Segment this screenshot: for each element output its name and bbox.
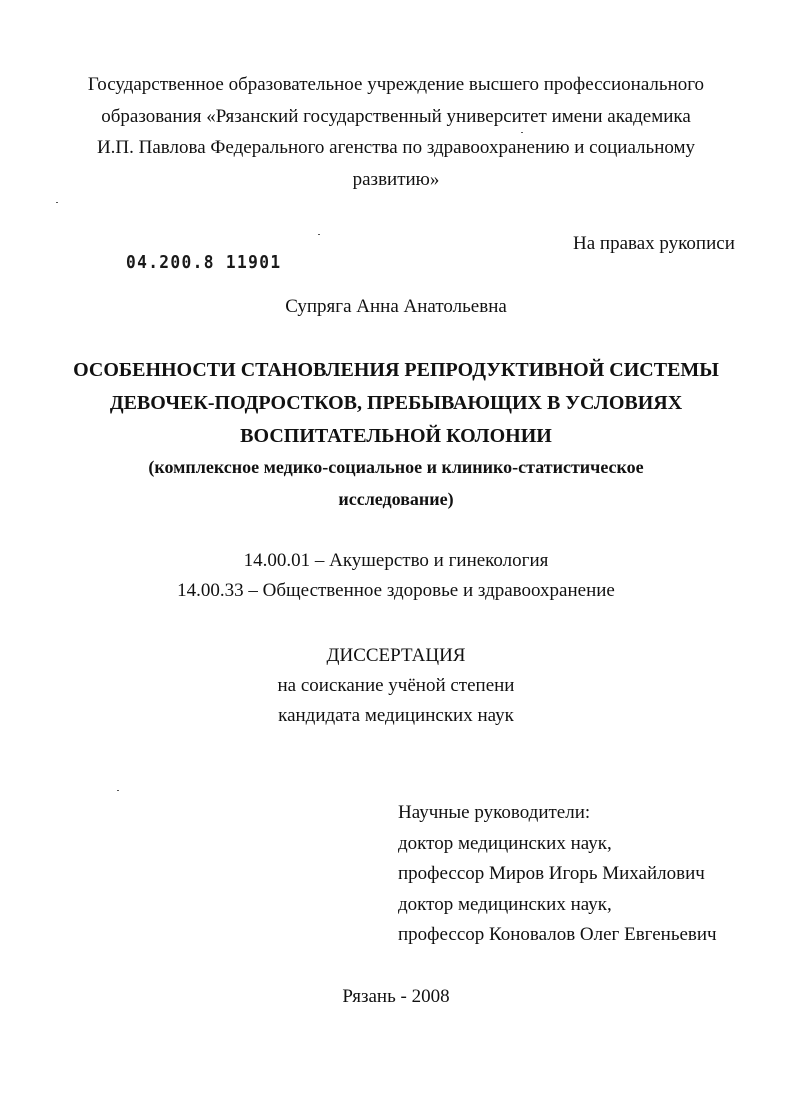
subtitle-line: (комплексное медико-социальное и клинико-статистическое [148,457,644,477]
title-line: ВОСПИТАТЕЛЬНОЙ КОЛОНИИ [240,425,552,447]
advisor-line: доктор медицинских наук, [398,832,612,854]
scan-speck [117,790,119,791]
institution-line: И.П. Павлова Федерального агенства по здравоохранению и социальному [96,137,696,158]
title-line: ОСОБЕННОСТИ СТАНОВЛЕНИЯ РЕПРОДУКТИВНОЙ СИСТЕМЫ [73,359,719,381]
scan-speck [318,234,320,235]
scan-speck [521,132,523,133]
title-line: ДЕВОЧЕК-ПОДРОСТКОВ, ПРЕБЫВАЮЩИХ В УСЛОВИЯХ [109,392,683,414]
degree-line: кандидата медицинских наук [278,705,514,726]
institution-line: образования «Рязанский государственный университет имени академика [101,105,691,127]
institution-line: развитию» [352,168,440,190]
institution-header [0,69,792,195]
manuscript-rights-note: На правах рукописи [573,233,735,254]
registration-stamp: 04.200.8 11901 [126,252,282,273]
dissertation-title [0,354,792,453]
scientific-advisors [398,798,717,951]
scan-speck [56,202,58,203]
subtitle-line: исследование) [338,488,454,509]
degree-statement [0,641,792,731]
advisor-line: профессор Коновалов Олег Евгеньевич [398,924,717,945]
author-name: Супряга Анна Анатольевна [285,296,507,317]
institution-line: Государственное образовательное учреждение высшего профессионального [87,74,705,95]
degree-line: на соискание учёной степени [277,675,515,696]
advisor-line: доктор медицинских наук, [398,893,612,915]
dissertation-heading: ДИССЕРТАЦИЯ [326,645,466,666]
advisor-line: профессор Миров Игорь Михайлович [398,863,705,884]
specialty-line: 14.00.33 – Общественное здоровье и здравоохранение [177,580,615,601]
specialty-codes [0,546,792,606]
advisors-heading: Научные руководители: [398,802,591,823]
city-year: Рязань - 2008 [342,986,450,1007]
specialty-line: 14.00.01 – Акушерство и гинекология [243,550,549,571]
dissertation-subtitle [0,452,792,515]
